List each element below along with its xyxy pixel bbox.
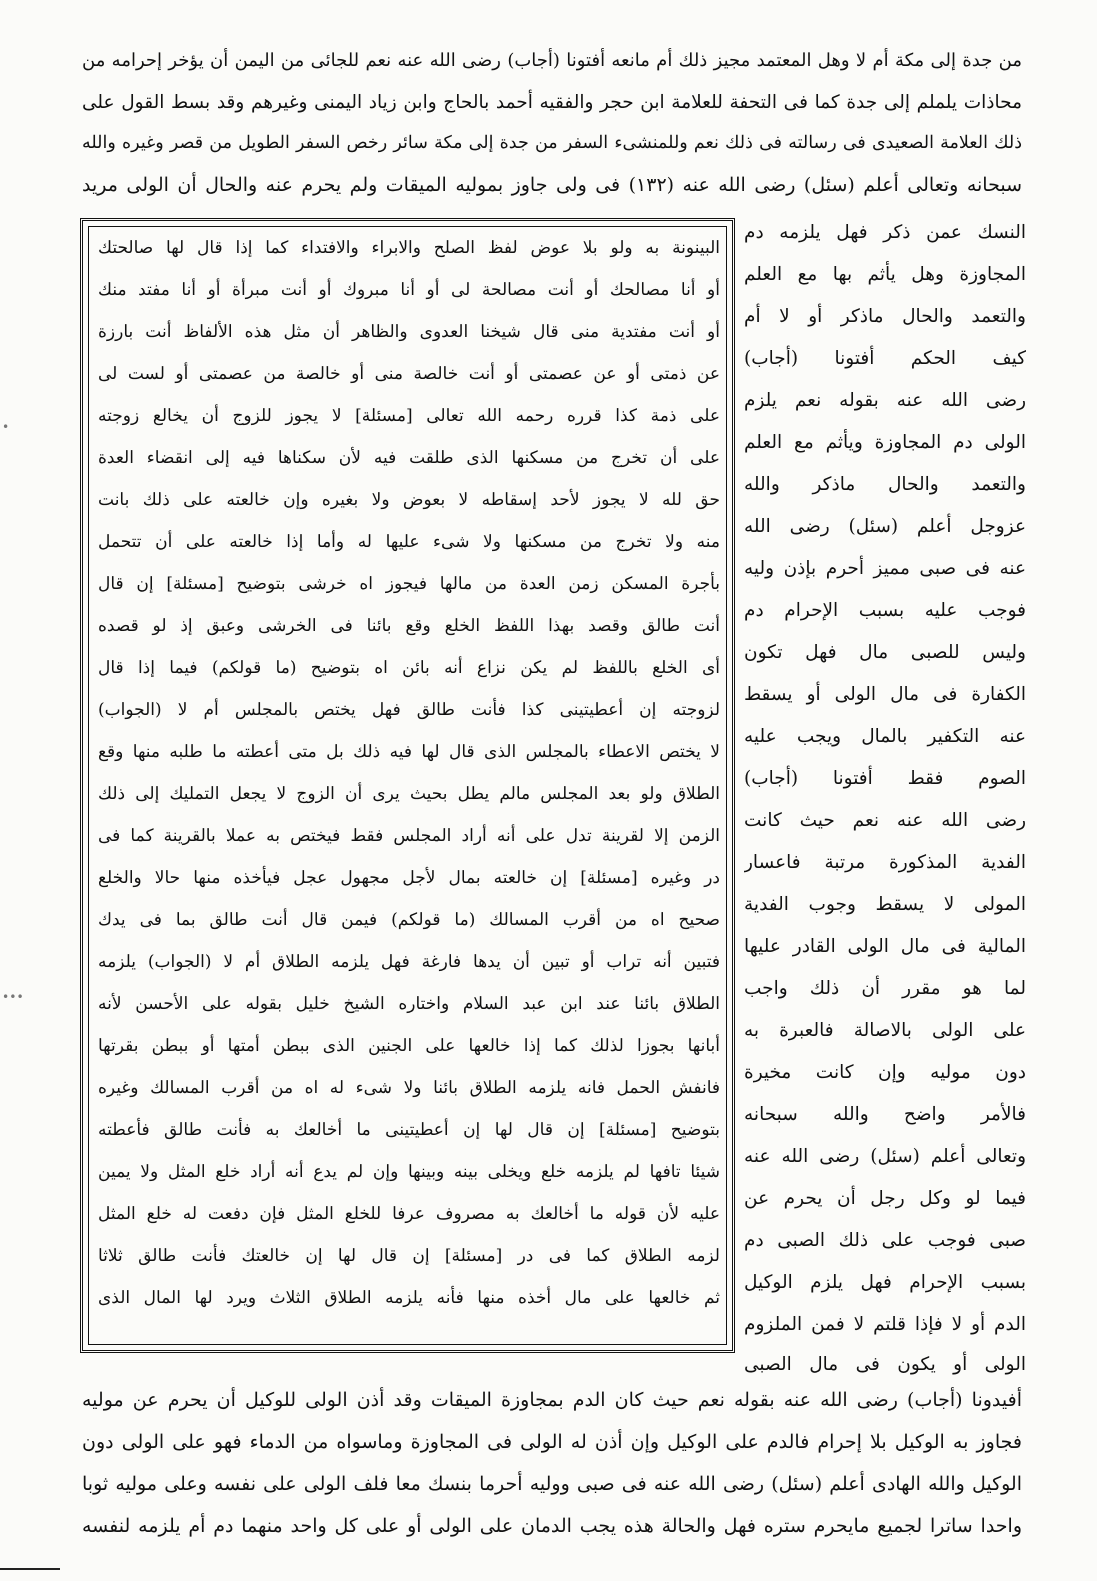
- text-line: لزمه الطلاق كما فى در [مسئلة] إن قال لها إن خالعتك فأنت طالق ثلاثا: [98, 1246, 720, 1266]
- text-line: وتعالى أعلم (سئل) رضى الله عنه: [744, 1146, 1026, 1167]
- text-line: الزمن إلا لقرينة تدل على أنه أراد المجلس فقط فيختص به عملا بالقرينة كما فى: [98, 826, 720, 846]
- text-line: الدم أو لا فإذا قلتم لا فمن الملزوم: [744, 1314, 1026, 1335]
- text-line: بأجرة المسكن زمن العدة من مالها فيجوز اه خرشى بتوضيح [مسئلة] إن قال: [98, 574, 720, 594]
- text-line: واحدا ساترا لجميع مايحرم ستره فهل والحالة هذه يجب الدمان على الولى أو على كل واحد منهما دم أم يلزمه لنفسه: [82, 1515, 1022, 1537]
- text-line: حق لله لا يجوز لأحد إسقاطه لا بعوض ولا بغيره وإن خالعته على ذلك بانت: [98, 490, 720, 510]
- text-line: والتعمد والحال ماذكر أو لا أم: [744, 306, 1026, 327]
- text-line: على أن تخرج من مسكنها الذى طلقت فيه لأن سكناها فيه إلى انقضاء العدة: [98, 448, 720, 468]
- text-line: دون موليه وإن كانت مخيرة: [744, 1062, 1026, 1083]
- text-line: رضى الله عنه نعم حيث كانت: [744, 810, 1026, 831]
- text-line: فيما لو وكل رجل أن يحرم عن: [744, 1188, 1026, 1209]
- text-line: الصوم فقط أفتونا (أجاب): [744, 768, 1026, 789]
- text-line: أبانها بجوزا لذلك كما إذا خالعها على الجنين الذى ببطن أمتها أو ببطن بقرتها: [98, 1036, 720, 1056]
- text-line: در وغيره [مسئلة] إن خالعته بمال لأجل مجهول عجل فيأخذه منها حالا والخلع: [98, 868, 720, 888]
- text-line: لزوجته إن أعطيتينى كذا فأنت طالق فهل يختص بالمجلس أم لا (الجواب): [98, 700, 720, 720]
- text-line: والتعمد والحال ماذكر والله: [744, 474, 1026, 495]
- text-line: النسك عمن ذكر فهل يلزمه دم: [744, 222, 1026, 243]
- text-line: عزوجل أعلم (سئل) رضى الله: [744, 516, 1026, 537]
- scan-mark: •: [2, 420, 10, 434]
- text-line: لما هو مقرر أن ذلك واجب: [744, 978, 1026, 999]
- text-line: صبى فوجب على ذلك الصبى دم: [744, 1230, 1026, 1251]
- text-line: شيئا تافها لم يلزمه خلع ويخلى بينه وبينها وإن لم يدع أنه أراد خلع المثل ولا يمين: [98, 1162, 720, 1182]
- text-line: فوجب عليه بسبب الإحرام دم: [744, 600, 1026, 621]
- text-line: وليس للصبى مال فهل تكون: [744, 642, 1026, 663]
- text-line: ذلك العلامة الصعيدى فى رسالته فى ذلك نعم وللمنشىء السفر من جدة إلى مكة سائر رخص السفر الطويل من قصر وغيره والله: [82, 133, 1022, 153]
- text-line: الطلاق ولو بعد المجلس مالم يطل بحيث يرى أن الزوج لا يجعل التمليك إلى ذلك: [98, 784, 720, 804]
- text-line: المولى لا يسقط وجوب الفدية: [744, 894, 1026, 915]
- text-line: أو أنت مفتدية منى قال شيخنا العدوى والظاهر أن مثل هذه الألفاظ أنت بارزة: [98, 322, 720, 342]
- text-line: صحيح اه من أقرب المسالك (ما قولكم) فيمن قال أنت طالق بما فى يدك: [98, 910, 720, 930]
- text-line: عنه فى صبى مميز أحرم بإذن وليه: [744, 558, 1026, 579]
- text-line: أى الخلع باللفظ لم يكن نزاع أنه بائن اه بتوضيح (ما قولكم) فيما إذا قال: [98, 658, 720, 678]
- text-line: الكفارة فى مال الولى أو يسقط: [744, 684, 1026, 705]
- text-line: ثم خالعها على مال أخذه منها فأنه يلزمه الطلاق الثلاث ويرد لها المال الذى: [98, 1288, 720, 1308]
- text-line: الطلاق بائنا عند ابن عبد السلام واختاره الشيخ خليل بقوله على الأحسن لأنه: [98, 994, 720, 1014]
- text-line: أنت طالق وقصد بهذا اللفظ الخلع وقع بائنا فى الخرشى وعبق إذ لو قصده: [98, 616, 720, 636]
- text-line: فانفش الحمل فانه يلزمه الطلاق بائنا ولا شىء له اه من أقرب المسالك وغيره: [98, 1078, 720, 1098]
- text-line: الولى أو يكون فى مال الصبى: [744, 1354, 1026, 1375]
- text-line: على الولى بالاصالة فالعبرة به: [744, 1020, 1026, 1041]
- text-line: رضى الله عنه بقوله نعم يلزم: [744, 390, 1026, 411]
- text-line: المجاوزة وهل يأثم بها مع العلم: [744, 264, 1026, 285]
- text-line: بتوضيح [مسئلة] إن قال لها إن أعطيتينى ما أخالعك به فأنت طالق فأعطته: [98, 1120, 720, 1140]
- text-line: عن ذمتى أو عن عصمتى أو أنت خالصة منى أو خالصة من عصمتى أو لست لى: [98, 364, 720, 384]
- scan-mark: •••: [2, 990, 24, 1004]
- text-line: كيف الحكم أفتونا (أجاب): [744, 348, 1026, 369]
- text-line: أو أنا مصالحك أو أنت مصالحة لى أو أنا مبروك أو أنت مبرأة أو أنا مفتد منك: [98, 280, 720, 300]
- text-line: أفيدونا (أجاب) رضى الله عنه بقوله نعم حيث كان الدم بمجاوزة الميقات وقد أذن الولى للوكيل أن يحرم عن موليه: [82, 1389, 1022, 1411]
- text-line: فجاوز به الوكيل بلا إحرام فالدم على الوكيل وإن أذن له الولى فى المجاوزة وماسواه من الدماء فهو على الولى دون: [82, 1431, 1022, 1453]
- text-line: المالية فى مال الولى القادر عليها: [744, 936, 1026, 957]
- footer-rule: [0, 1568, 60, 1570]
- text-line: لا يختص الاعطاء بالمجلس الذى قال لها فيه ذلك بل متى أعطته ما طلبه منها وقع: [98, 742, 720, 762]
- text-line: فتبين أنه تراب أو تبين أن يدها فارغة فهل يلزمه الطلاق أم لا (الجواب) يلزمه: [98, 952, 720, 972]
- text-line: منه ولا تخرج من مسكنها ولا شىء عليها له وأما إذا خالعته على أن تتحمل: [98, 532, 720, 552]
- text-line: عنه التكفير بالمال ويجب عليه: [744, 726, 1026, 747]
- text-line: من جدة إلى مكة أم لا وهل المعتمد مجيز ذلك أم مانعه أفتونا (أجاب) رضى الله عنه نعم للجائى من اليمن أن يؤخر إحرامه من: [82, 50, 1022, 71]
- text-line: البينونة به ولو بلا عوض لفظ الصلح والابراء والافتداء كما إذا قال لها صالحتك: [98, 238, 720, 258]
- text-line: محاذات يلملم إلى جدة كما فى التحفة للعلامة ابن حجر والفقيه أحمد بالحاج وابن زياد اليمنى وغيرهم وقد بسط القول على: [82, 92, 1022, 113]
- text-line: الولى دم المجاوزة ويأثم مع العلم: [744, 432, 1026, 453]
- text-line: الوكيل والله الهادى أعلم (سئل) رضى الله عنه فى صبى ووليه أحرما بنسك معا فلف الولى على نفسه وعلى موليه ثوبا: [82, 1473, 1022, 1495]
- text-line: عليه لأن قوله ما أخالعك به مصروف عرفا للخلع المثل فإن دفعت له خلع المثل: [98, 1204, 720, 1224]
- text-line: على ذمة كذا قرره رحمه الله تعالى [مسئلة] لا يجوز للزوج أن يخالع زوجته: [98, 406, 720, 426]
- text-line: الفدية المذكورة مرتبة فاعسار: [744, 852, 1026, 873]
- text-line: فالأمر واضح والله سبحانه: [744, 1104, 1026, 1125]
- text-line: بسبب الإحرام فهل يلزم الوكيل: [744, 1272, 1026, 1293]
- text-line: سبحانه وتعالى أعلم (سئل) رضى الله عنه (١٣٢) فى ولى جاوز بموليه الميقات ولم يحرم عنه والحال أن الولى مريد: [82, 174, 1022, 196]
